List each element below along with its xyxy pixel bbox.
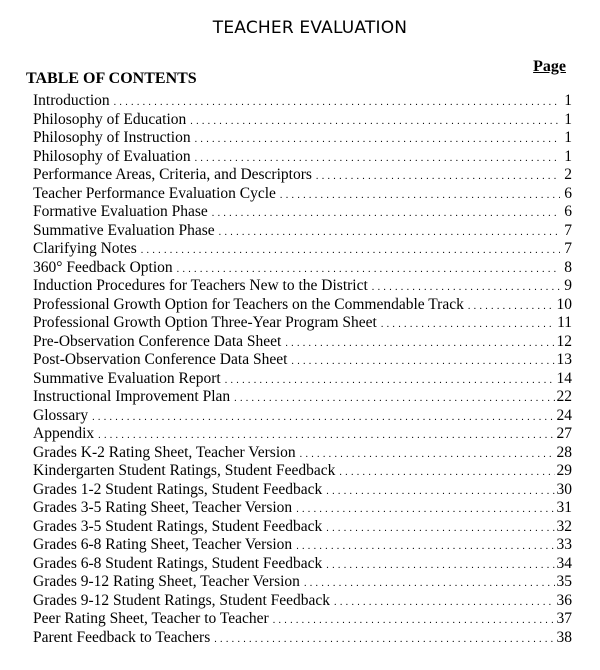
toc-entry-page-number: 32 xyxy=(556,517,572,535)
toc-entry[interactable] xyxy=(33,166,572,185)
toc-entry-page-number: 28 xyxy=(556,443,572,461)
toc-dot-leader xyxy=(300,446,555,465)
toc-entry-title: Grades 1-2 Student Ratings, Student Feedback xyxy=(33,480,323,498)
toc-entry-page-number: 31 xyxy=(556,499,572,516)
toc-entry-title: Instructional Improvement Plan xyxy=(33,388,231,405)
toc-dot-leader xyxy=(296,501,554,520)
toc-dot-leader xyxy=(381,316,555,335)
toc-entry-title: Professional Growth Option for Teachers on the Commendable Track xyxy=(33,295,464,313)
toc-entry[interactable] xyxy=(33,240,572,259)
toc-entry-page-number: 2 xyxy=(564,166,572,183)
toc-entry-page-number: 27 xyxy=(556,425,572,442)
toc-entry[interactable] xyxy=(33,536,572,555)
toc-entry-page-number: 29 xyxy=(556,462,572,479)
toc-entry[interactable] xyxy=(33,129,572,148)
toc-entry-title: Glossary xyxy=(33,406,89,424)
toc-dot-leader xyxy=(212,205,560,224)
toc-entry[interactable] xyxy=(33,573,572,592)
toc-entry[interactable] xyxy=(33,425,572,444)
toc-entry-title: Performance Areas, Criteria, and Descriptors xyxy=(33,166,312,183)
toc-entry-title: 360° Feedback Option xyxy=(33,258,173,276)
toc-entry-title: Philosophy of Education xyxy=(33,110,187,128)
toc-entry[interactable] xyxy=(33,92,572,111)
toc-entry[interactable] xyxy=(33,296,572,315)
toc-dot-leader xyxy=(316,168,560,187)
toc-entry-page-number: 6 xyxy=(564,203,572,220)
toc-dot-leader xyxy=(219,224,560,243)
toc-entry[interactable] xyxy=(33,407,572,426)
page-column-heading: Page xyxy=(533,58,566,75)
toc-dot-leader xyxy=(214,631,554,650)
toc-dot-leader xyxy=(190,113,560,132)
toc-entry-title: Post-Observation Conference Data Sheet xyxy=(33,351,288,368)
toc-dot-leader xyxy=(468,298,555,317)
toc-entry-title: Summative Evaluation Phase xyxy=(33,221,215,239)
toc-entry-title: Parent Feedback to Teachers xyxy=(33,628,211,646)
toc-dot-leader xyxy=(326,557,554,576)
toc-entry-title: Introduction xyxy=(33,92,110,109)
toc-entry-page-number: 37 xyxy=(556,610,572,627)
toc-heading: TABLE OF CONTENTS xyxy=(26,70,197,87)
toc-entry[interactable] xyxy=(33,444,572,463)
toc-dot-leader xyxy=(285,335,554,354)
toc-entry-page-number: 13 xyxy=(556,351,572,368)
toc-entry-page-number: 24 xyxy=(556,406,572,424)
toc-entry[interactable] xyxy=(33,351,572,370)
toc-entry-title: Grades K-2 Rating Sheet, Teacher Version xyxy=(33,443,296,461)
toc-entry-title: Philosophy of Instruction xyxy=(33,129,191,146)
toc-entry-title: Pre-Observation Conference Data Sheet xyxy=(33,332,282,350)
toc-entry-title: Appendix xyxy=(33,425,95,442)
toc-entry[interactable] xyxy=(33,518,572,537)
toc-entry-title: Grades 6-8 Rating Sheet, Teacher Version xyxy=(33,536,293,553)
toc-entry-title: Grades 9-12 Student Ratings, Student Feedback xyxy=(33,591,331,609)
toc-entry[interactable] xyxy=(33,481,572,500)
document-title: TEACHER EVALUATION xyxy=(212,18,408,38)
toc-entry[interactable] xyxy=(33,222,572,241)
toc-entry-title: Summative Evaluation Report xyxy=(33,369,221,387)
toc-entry[interactable] xyxy=(33,148,572,167)
toc-entry-page-number: 9 xyxy=(564,277,572,294)
toc-entry-page-number: 35 xyxy=(556,573,572,590)
toc-list xyxy=(33,92,572,647)
toc-entry-title: Professional Growth Option Three-Year Program Sheet xyxy=(33,314,377,331)
toc-entry-page-number: 30 xyxy=(556,480,572,498)
toc-dot-leader xyxy=(326,520,554,539)
toc-entry-page-number: 22 xyxy=(556,388,572,405)
toc-dot-leader xyxy=(304,575,555,594)
toc-dot-leader xyxy=(141,242,560,261)
toc-entry-page-number: 12 xyxy=(556,332,572,350)
toc-dot-leader xyxy=(296,538,554,557)
toc-entry-page-number: 1 xyxy=(564,110,572,128)
toc-entry-title: Grades 3-5 Student Ratings, Student Feedback xyxy=(33,517,323,535)
toc-entry-title: Philosophy of Evaluation xyxy=(33,147,191,165)
toc-dot-leader xyxy=(334,594,554,613)
toc-entry[interactable] xyxy=(33,555,572,574)
toc-dot-leader xyxy=(280,187,560,206)
toc-entry[interactable] xyxy=(33,333,572,352)
toc-entry[interactable] xyxy=(33,370,572,389)
toc-entry-title: Induction Procedures for Teachers New to the District xyxy=(33,277,368,294)
toc-entry-title: Formative Evaluation Phase xyxy=(33,203,208,220)
toc-entry-page-number: 36 xyxy=(556,591,572,609)
toc-entry-page-number: 7 xyxy=(564,221,572,239)
toc-entry-page-number: 8 xyxy=(564,258,572,276)
toc-dot-leader xyxy=(291,353,554,372)
toc-entry-title: Kindergarten Student Ratings, Student Feedback xyxy=(33,462,336,479)
toc-dot-leader xyxy=(225,372,555,391)
toc-entry[interactable] xyxy=(33,277,572,296)
toc-dot-leader xyxy=(195,131,560,150)
toc-entry-title: Grades 3-5 Rating Sheet, Teacher Version xyxy=(33,499,293,516)
toc-entry-page-number: 1 xyxy=(564,92,572,109)
toc-entry[interactable] xyxy=(33,388,572,407)
toc-entry-page-number: 14 xyxy=(556,369,572,387)
toc-entry-page-number: 7 xyxy=(564,240,572,257)
toc-entry-title: Clarifying Notes xyxy=(33,240,137,257)
toc-entry-page-number: 1 xyxy=(564,129,572,146)
toc-dot-leader xyxy=(326,483,554,502)
toc-entry-title: Grades 9-12 Rating Sheet, Teacher Version xyxy=(33,573,300,590)
toc-entry[interactable] xyxy=(33,203,572,222)
toc-entry-page-number: 11 xyxy=(557,314,572,331)
toc-entry-page-number: 6 xyxy=(564,184,572,202)
toc-entry[interactable] xyxy=(33,499,572,518)
toc-entry[interactable] xyxy=(33,629,572,648)
toc-dot-leader xyxy=(273,612,555,631)
toc-dot-leader xyxy=(339,464,554,483)
toc-entry[interactable] xyxy=(33,462,572,481)
toc-entry[interactable] xyxy=(33,592,572,611)
toc-entry[interactable] xyxy=(33,314,572,333)
toc-entry-title: Teacher Performance Evaluation Cycle xyxy=(33,184,276,202)
toc-entry-page-number: 1 xyxy=(564,147,572,165)
toc-entry[interactable] xyxy=(33,111,572,130)
toc-entry-title: Grades 6-8 Student Ratings, Student Feedback xyxy=(33,554,323,572)
toc-entry-page-number: 33 xyxy=(556,536,572,553)
toc-entry[interactable] xyxy=(33,610,572,629)
toc-entry-page-number: 38 xyxy=(556,628,572,646)
toc-dot-leader xyxy=(92,409,554,428)
toc-dot-leader xyxy=(234,390,554,409)
toc-entry[interactable] xyxy=(33,185,572,204)
toc-entry[interactable] xyxy=(33,259,572,278)
toc-entry-page-number: 10 xyxy=(556,295,572,313)
toc-entry-page-number: 34 xyxy=(556,554,572,572)
toc-entry-title: Peer Rating Sheet, Teacher to Teacher xyxy=(33,610,269,627)
